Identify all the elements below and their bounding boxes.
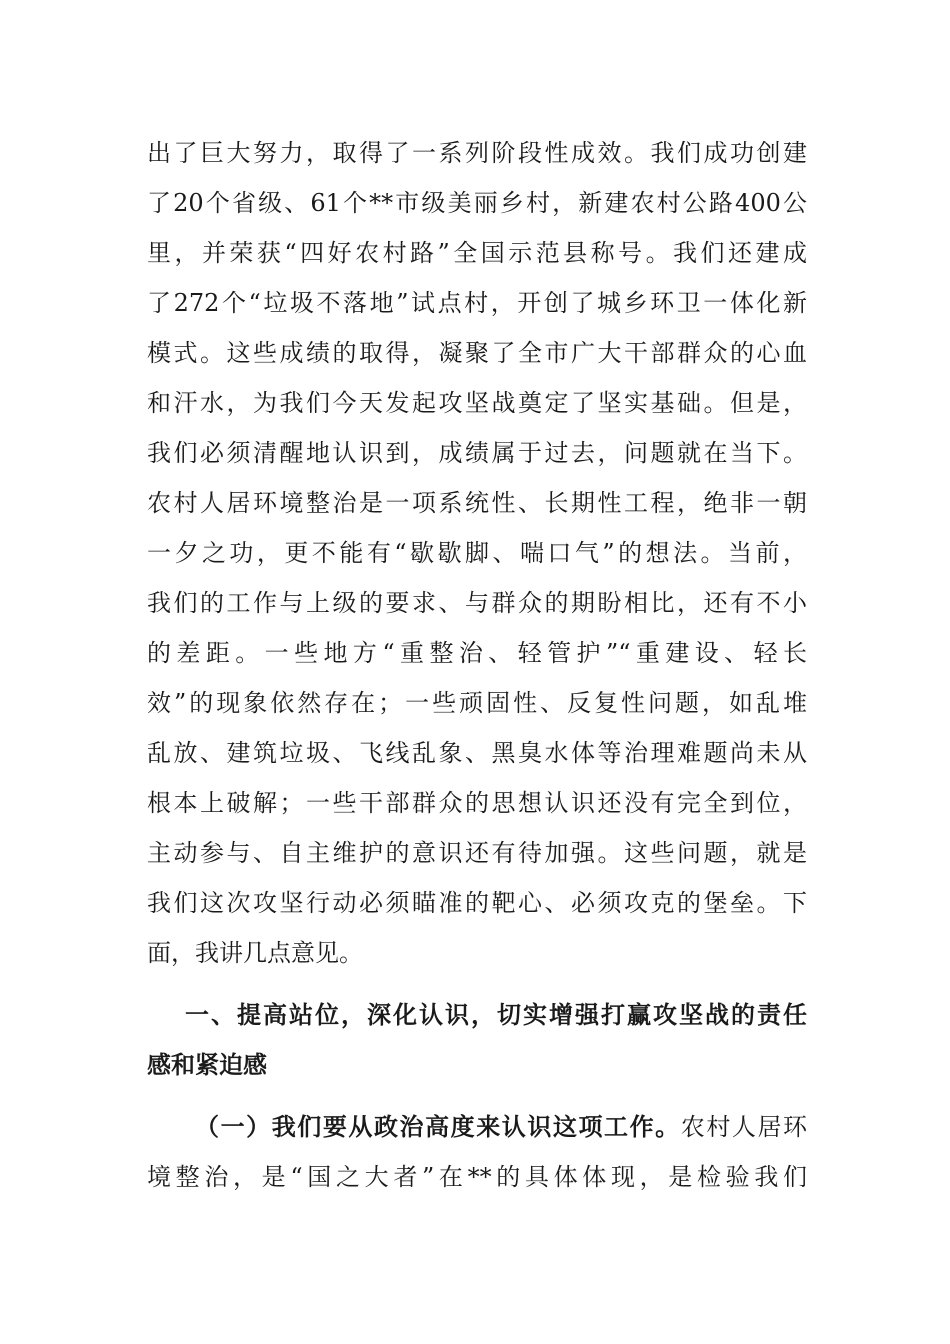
- heading-line: 感和紧迫感: [147, 1050, 267, 1079]
- text-line: 了20个省级、61个**市级美丽乡村，新建农村公路400公: [147, 189, 807, 217]
- text-line: 一夕之功，更不能有“歇歇脚、喘口气”的想法。当前，: [147, 539, 807, 567]
- subsection-paragraph: [147, 1102, 807, 1202]
- text-line: 主动参与、自主维护的意识还有待加强。这些问题，就是: [147, 839, 807, 867]
- text-line: 效”的现象依然存在；一些顽固性、反复性问题，如乱堆: [147, 689, 807, 717]
- text-line: 乱放、建筑垃圾、飞线乱象、黑臭水体等治理难题尚未从: [147, 739, 807, 767]
- body-paragraph: [147, 128, 807, 978]
- text-line: 了272个“垃圾不落地”试点村，开创了城乡环卫一体化新: [147, 289, 807, 317]
- text-line: 的差距。一些地方“重整治、轻管护”“重建设、轻长: [147, 639, 807, 667]
- text-line: 面，我讲几点意见。: [147, 939, 363, 967]
- text-line: [147, 1102, 807, 1152]
- subsection-title: （一）我们要从政治高度来认识这项工作。: [195, 1112, 681, 1141]
- text-line: 出了巨大努力，取得了一系列阶段性成效。我们成功创建: [147, 139, 807, 167]
- text-line: 我们的工作与上级的要求、与群众的期盼相比，还有不小: [147, 589, 807, 617]
- text-line: 和汗水，为我们今天发起攻坚战奠定了坚实基础。但是，: [147, 389, 807, 417]
- text-line: 农村人居环境整治是一项系统性、长期性工程，绝非一朝: [147, 489, 807, 517]
- text-line: 我们必须清醒地认识到，成绩属于过去，问题就在当下。: [147, 439, 807, 467]
- text-line: 我们这次攻坚行动必须瞄准的靶心、必须攻克的堡垒。下: [147, 889, 807, 917]
- text-line: 境整治，是“国之大者”在**的具体体现，是检验我们: [147, 1163, 807, 1191]
- heading-line: 一、提高站位，深化认识，切实增强打赢攻坚战的责任: [185, 1000, 807, 1029]
- text-line: 根本上破解；一些干部群众的思想认识还没有完全到位，: [147, 789, 807, 817]
- document-body: [147, 128, 807, 1202]
- section-heading: [147, 990, 807, 1090]
- subsection-text: 农村人居环: [680, 1113, 807, 1141]
- text-line: 模式。这些成绩的取得，凝聚了全市广大干部群众的心血: [147, 339, 807, 367]
- text-line: 里，并荣获“四好农村路”全国示范县称号。我们还建成: [147, 239, 807, 267]
